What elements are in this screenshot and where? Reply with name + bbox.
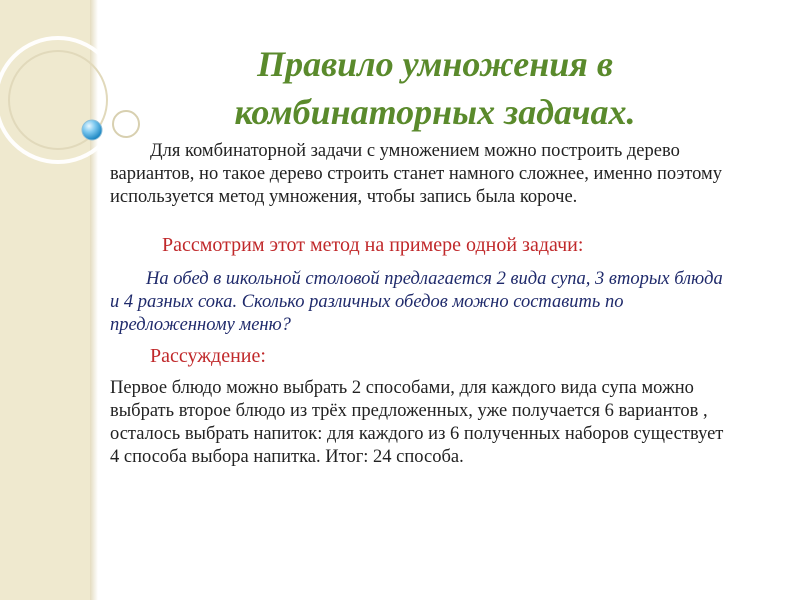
problem-statement: На обед в школьной столовой предлагается 2 вида супа, 3 вторых блюда и 4 разных сока. Сколько различных обедов можно составить по предложенному меню?	[110, 269, 723, 335]
method-heading: Рассмотрим этот метод на примере одной задачи:	[162, 234, 584, 256]
intro-paragraph: Для комбинаторной задачи с умножением можно построить дерево вариантов, но такое дерево строить станет намного сложнее, именно поэтому используется метод умножения, чтобы запись была короче.	[110, 141, 722, 207]
solution-paragraph: Первое блюдо можно выбрать 2 способами, для каждого вида супа можно выбрать второе блюдо из трёх предложенных, уже получается 6 вариантов , осталось выбрать напиток: для каждого из 6 полученных наборов существует 4 способа выбора напитка. Итог: 24 способа.	[110, 378, 724, 467]
slide-title: Правило умножения в комбинаторных задачах.	[234, 44, 636, 132]
blue-orb	[82, 120, 102, 140]
reasoning-heading: Рассуждение:	[150, 345, 266, 367]
large-ring-outer	[0, 38, 120, 162]
